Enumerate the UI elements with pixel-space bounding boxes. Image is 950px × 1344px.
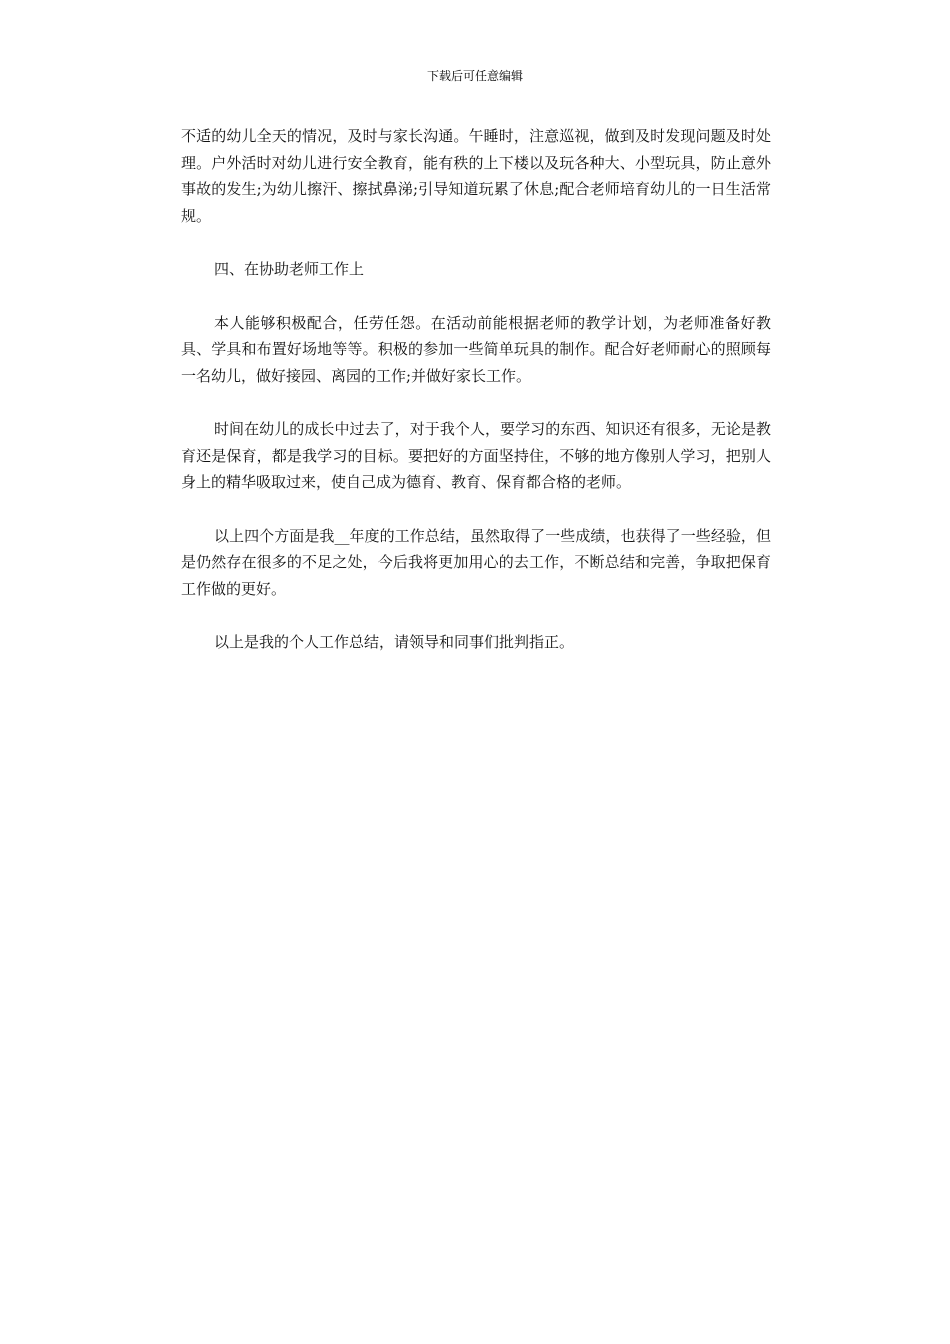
paragraph: 时间在幼儿的成长中过去了，对于我个人，要学习的东西、知识还有很多，无论是教育还是保育，都是我学习的目标。要把好的方面坚持住，不够的地方像别人学习，把别人身上的精华吸取过来，使自己成为德育、教育、保育都合格的老师。 <box>181 420 771 491</box>
paragraph: 以上四个方面是我__年度的工作总结，虽然取得了一些成绩，也获得了一些经验，但是仍然存在很多的不足之处，今后我将更加用心的去工作，不断总结和完善，争取把保育工作做的更好。 <box>181 526 771 598</box>
paragraph-continuation: 不适的幼儿全天的情况，及时与家长沟通。午睡时，注意巡视，做到及时发现问题及时处理。户外活时对幼儿进行安全教育，能有秩的上下楼以及玩各种大、小型玩具，防止意外事故的发生;为幼儿擦汗、擦拭鼻涕;引导知道玩累了休息;配合老师培育幼儿的一日生活常规。 <box>181 127 771 225</box>
page-header: 下载后可任意编辑 <box>426 69 523 83</box>
paragraph: 本人能够积极配合，任劳任怨。在活动前能根据老师的教学计划，为老师准备好教具、学具和布置好场地等等。积极的参加一些简单玩具的制作。配合好老师耐心的照顾每一名幼儿，做好接园、离园的工作;并做好家长工作。 <box>181 313 771 385</box>
closing-paragraph: 以上是我的个人工作总结，请领导和同事们批判指正。 <box>214 633 575 651</box>
document-body <box>181 123 771 683</box>
section-heading: 四、在协助老师工作上 <box>214 260 365 278</box>
